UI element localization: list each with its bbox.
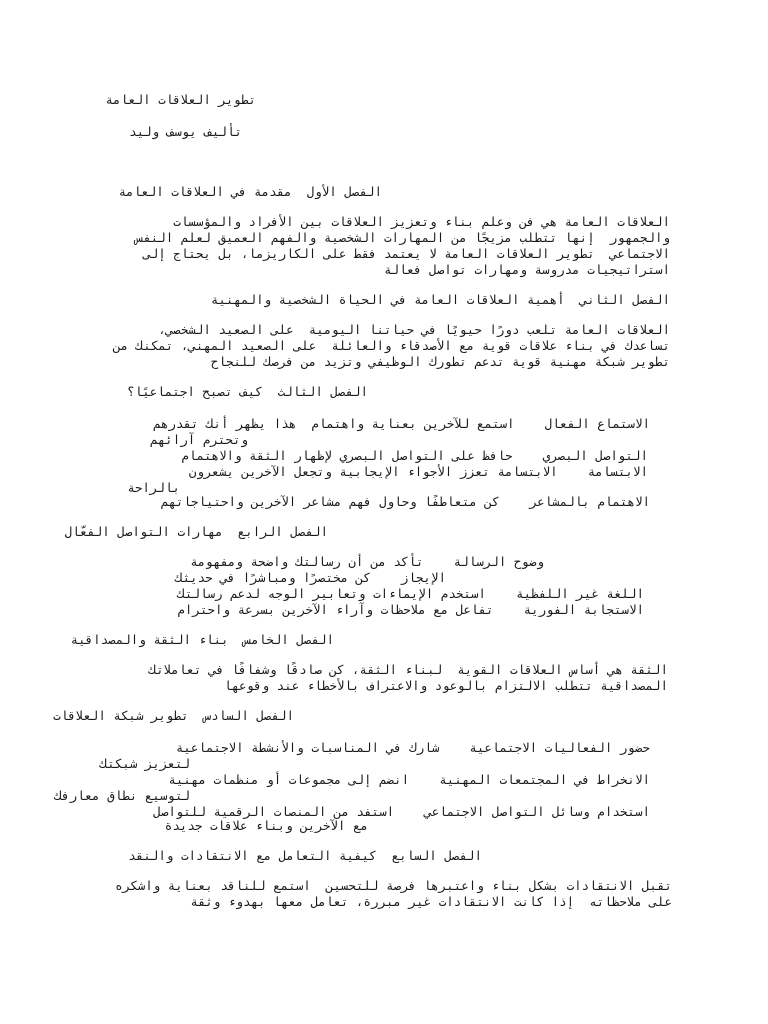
chapter-4-line-2: الإيجاز كن مختصرًا ومباشرًا في حديثك <box>175 570 446 585</box>
chapter-3-line-2: وتحترم آرائهم <box>150 432 248 447</box>
chapter-5-line-2: المصداقية تتطلب الالتزام بالوعود والاعتراف بالأخطاء عند وقوعها <box>223 678 668 693</box>
chapter-3-line-1: الاستماع الفعال استمع للآخرين بعناية واهتمام هذا يظهر أنك تقدرهم <box>153 416 650 431</box>
document-author: تأليف يوسف وليد <box>129 124 242 139</box>
chapter-4-heading: الفصل الرابع مهارات التواصل الفعّال <box>64 524 328 539</box>
chapter-3-line-4: الابتسامة الابتسامة تعزز الأجواء الإيجابية وتجعل الآخرين يشعرون <box>188 464 648 479</box>
chapter-1-line-4: استراتيجيات مدروسة ومهارات تواصل فعالة <box>384 262 670 277</box>
chapter-4-line-4: الاستجابة الفورية تفاعل مع ملاحظات وآراء الآخرين بسرعة واحترام <box>177 602 644 617</box>
chapter-5-line-1: الثقة هي أساس العلاقات القوية لبناء الثقة، كن صادقًا وشفافًا في تعاملاتك <box>148 662 668 677</box>
chapter-3-line-6: الاهتمام بالمشاعر كن متعاطفًا وحاول فهم مشاعر الآخرين واحتياجاتهم <box>160 494 650 509</box>
document-title: تطوير العلاقات العامة <box>105 92 256 107</box>
chapter-6-line-5: استخدام وسائل التواصل الاجتماعي استفد من المنصات الرقمية للتواصل <box>153 804 650 819</box>
chapter-3-heading: الفصل الثالث كيف تصبح اجتماعيًا؟ <box>127 384 368 399</box>
chapter-1-line-1: العلاقات العامة هي فن وعلم بناء وتعزيز العلاقات بين الأفراد والمؤسسات <box>173 214 670 229</box>
chapter-4-line-3: اللغة غير اللفظية استخدم الإيماءات وتعابير الوجه لدعم رسالتك <box>177 586 644 601</box>
chapter-2-heading: الفصل الثاني أهمية العلاقات العامة في الحياة الشخصية والمهنية <box>210 292 670 307</box>
chapter-1-heading: الفصل الأول مقدمة في العلاقات العامة <box>118 184 382 199</box>
chapter-2-line-3: تطوير شبكة مهنية قوية تدعم تطورك الوظيفي وتزيد من فرصك للنجاح <box>210 354 670 369</box>
chapter-2-line-1: العلاقات العامة تلعب دورًا حيويًا في حياتنا اليومية على الصعيد الشخصي، <box>158 322 670 337</box>
chapter-6-heading: الفصل السادس تطوير شبكة العلاقات <box>53 708 294 723</box>
chapter-3-line-3: التواصل البصري حافظ على التواصل البصري لإظهار الثقة والاهتمام <box>181 448 648 463</box>
chapter-7-line-2: على ملاحظاته إذا كانت الانتقادات غير مبررة، تعامل معها بهدوء وثقة <box>190 894 672 909</box>
chapter-6-line-3: الانخراط في المجتمعات المهنية انضم إلى مجموعات أو منظمات مهنية <box>168 772 650 787</box>
chapter-1-line-3: الاجتماعي تطوير العلاقات العامة لا يعتمد فقط على الكاريزما، بل يحتاج إلى <box>143 246 670 261</box>
chapter-4-line-1: وضوح الرسالة تأكد من أن رسالتك واضحة ومفهومة <box>190 554 544 569</box>
chapter-6-line-4: لتوسيع نطاق معارفك <box>54 788 190 803</box>
chapter-6-line-6: مع الآخرين وبناء علاقات جديدة <box>164 818 368 833</box>
chapter-7-line-1: تقبل الانتقادات بشكل بناء واعتبرها فرصة للتحسين استمع للناقد بعناية واشكره <box>115 878 672 893</box>
chapter-5-heading: الفصل الخامس بناء الثقة والمصداقية <box>70 632 334 647</box>
chapter-6-line-1: حضور الفعاليات الاجتماعية شارك في المناسبات والأنشطة الاجتماعية <box>175 740 650 755</box>
chapter-1-line-2: والجمهور إنها تتطلب مزيجًا من المهارات الشخصية والفهم العميق لعلم النفس <box>135 230 670 245</box>
chapter-6-line-2: لتعزيز شبكتك <box>99 756 190 771</box>
chapter-3-line-5: بالراحة <box>127 480 180 495</box>
chapter-2-line-2: تساعدك في بناء علاقات قوية مع الأصدقاء والعائلة على الصعيد المهني، تمكنك من <box>113 338 670 353</box>
chapter-7-heading: الفصل السابع كيفية التعامل مع الانتقادات والنقد <box>128 848 482 863</box>
